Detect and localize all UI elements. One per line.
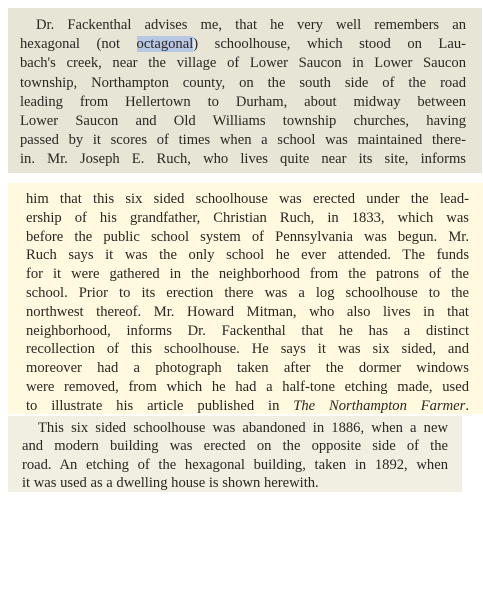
text-line: him that this six sided schoolhouse was erected under the lead- (26, 191, 469, 207)
text-line: Dr. Fackenthal advises me, that he very well remembers an (36, 17, 466, 33)
text-line: moreover had a photograph taken after the dormer windows (26, 360, 469, 377)
text-line: Ruch says it was the only school he ever attended. The funds (26, 247, 469, 264)
text-run: . (465, 397, 469, 414)
text-run: to illustrate his article published in (26, 397, 294, 414)
text-line: bach's creek, near the village of Lower Saucon in Lower Saucon (20, 55, 466, 72)
text-line: passed by it scores of times when a school was maintained there- (20, 132, 466, 149)
text-line: road. An etching of the hexagonal building, taken in 1892, when (22, 456, 448, 473)
text-line: leading from Hellertown to Durham, about midway between (20, 93, 466, 110)
text-block-3 (8, 416, 462, 492)
text-line: recollection of this schoolhouse. He says it was six sided, and (26, 341, 469, 358)
text-block-2 (8, 183, 483, 414)
text-line: and modern building was erected on the opposite side of the (22, 438, 448, 455)
text-line: This six sided schoolhouse was abandoned in 1886, when a new (38, 420, 448, 436)
text-line: before the public school system of Pennsylvania was begun. Mr. (26, 228, 469, 245)
text-line: neighborhood, informs Dr. Fackenthal that he has a distinct (26, 322, 469, 339)
publication-title: The Northampton Farmer (293, 397, 466, 414)
highlighted-word[interactable]: octagonal (136, 36, 194, 53)
text-line: ership of his grandfather, Christian Ruch, in 1833, which was (26, 209, 469, 226)
text-line: for it were gathered in the neighborhood from the patrons of the (26, 266, 469, 283)
text-run: hexagonal (not (20, 36, 137, 53)
text-line: Lower Saucon and Old Williams township churches, having (20, 113, 466, 130)
text-line: were removed, from which he had a half-tone etching made, used (26, 378, 469, 395)
text-line: it was used as a dwelling house is shown herewith. (22, 475, 319, 492)
text-line: township, Northampton county, on the south side of the road (20, 74, 466, 91)
text-line: in. Mr. Joseph E. Ruch, who lives quite near its site, informs (20, 151, 466, 168)
text-line: school. Prior to its erection there was a log schoolhouse to the (26, 284, 469, 301)
text-run: ) schoolhouse, which stood on Lau- (193, 36, 466, 53)
text-block-1 (8, 8, 482, 173)
text-line (26, 397, 469, 416)
text-line: northwest thereof. Mr. Howard Mitman, who also lives in that (26, 303, 469, 320)
text-line (20, 35, 466, 54)
